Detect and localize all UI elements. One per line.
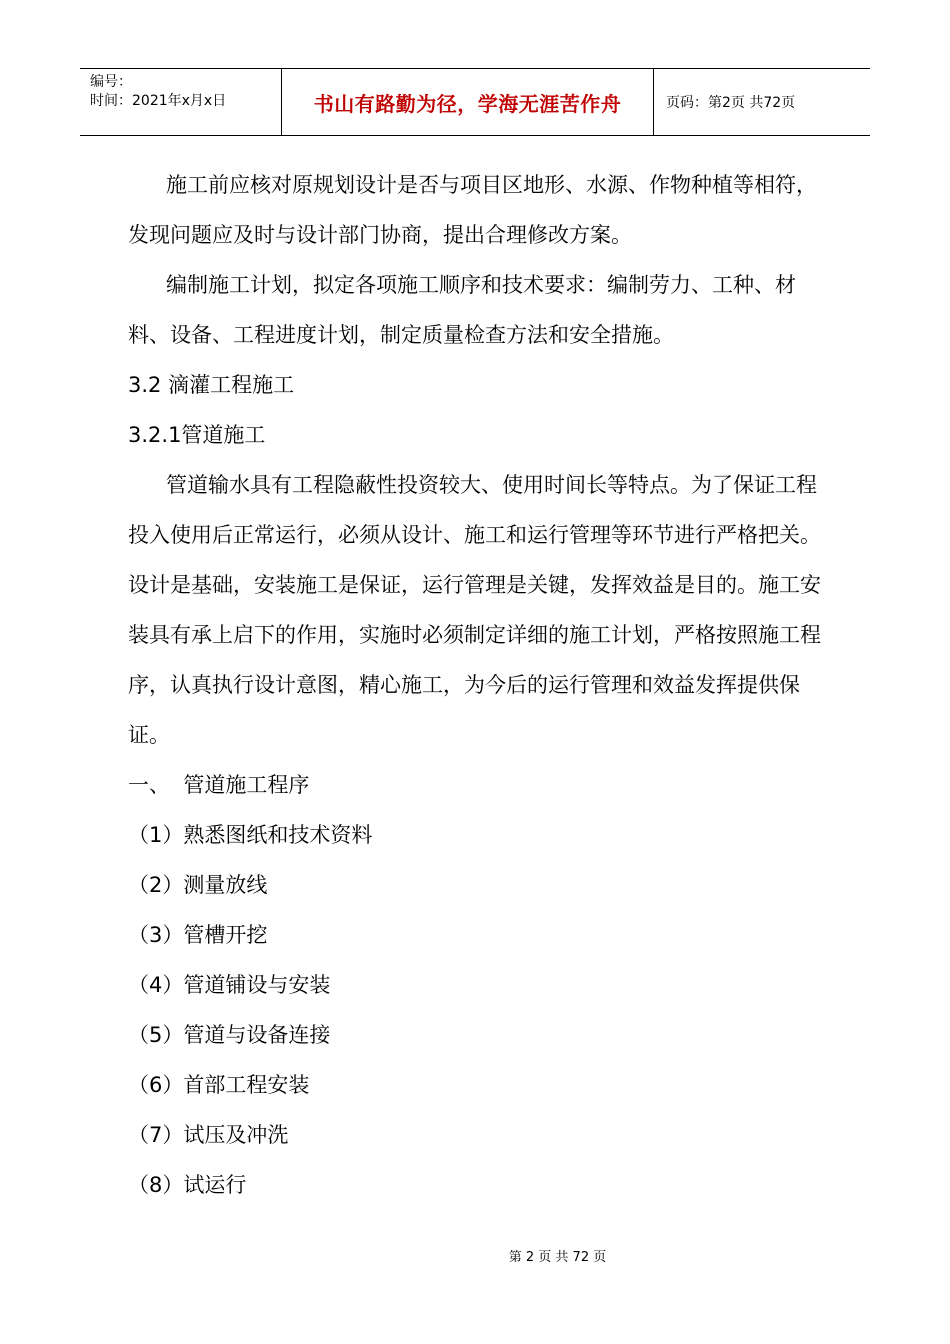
procedure-step-4: （4）管道铺设与安装	[128, 973, 331, 997]
paragraph-3: 管道输水具有工程隐蔽性投资较大、使用时间长等特点。为了保证工程投入使用后正常运行，必须从设计、施工和运行管理等环节进行严格把关。设计是基础，安装施工是保证，运行管理是关键，发挥效益是目的。施工安装具有承上启下的作用，实施时必须制定详细的施工计划，严格按照施工程序，认真执行设计意图，精心施工，为今后的运行管理和效益发挥提供保证。	[128, 473, 821, 747]
header-motto: 书山有路勤为径，学海无涯苦作舟	[282, 69, 654, 135]
document-header	[80, 68, 870, 136]
procedure-step-7: （7）试压及冲洗	[128, 1123, 289, 1147]
procedure-step-5: （5）管道与设备连接	[128, 1023, 331, 1047]
section-heading-3-2-1: 3.2.1管道施工	[128, 423, 266, 447]
procedure-title: 一、 管道施工程序	[128, 773, 310, 797]
procedure-step-8: （8）试运行	[128, 1173, 247, 1197]
page-footer: 第 2 页 共 72 页	[508, 1250, 607, 1265]
header-time-label: 时间：2021年x月x日	[90, 93, 227, 109]
procedure-step-3: （3）管槽开挖	[128, 923, 268, 947]
header-number-label: 编号：	[90, 74, 132, 90]
document-body	[128, 160, 836, 1210]
paragraph-1: 施工前应核对原规划设计是否与项目区地形、水源、作物种植等相符，发现问题应及时与设计部门协商，提出合理修改方案。	[128, 173, 817, 247]
paragraph-2: 编制施工计划，拟定各项施工顺序和技术要求：编制劳力、工种、材料、设备、工程进度计划，制定质量检查方法和安全措施。	[128, 273, 796, 347]
procedure-step-2: （2）测量放线	[128, 873, 268, 897]
procedure-step-1: （1）熟悉图纸和技术资料	[128, 823, 373, 847]
header-page-info: 页码：第2页 共72页	[666, 95, 796, 111]
procedure-step-6: （6）首部工程安装	[128, 1073, 310, 1097]
header-meta	[80, 69, 282, 135]
section-heading-3-2: 3.2 滴灌工程施工	[128, 373, 295, 397]
